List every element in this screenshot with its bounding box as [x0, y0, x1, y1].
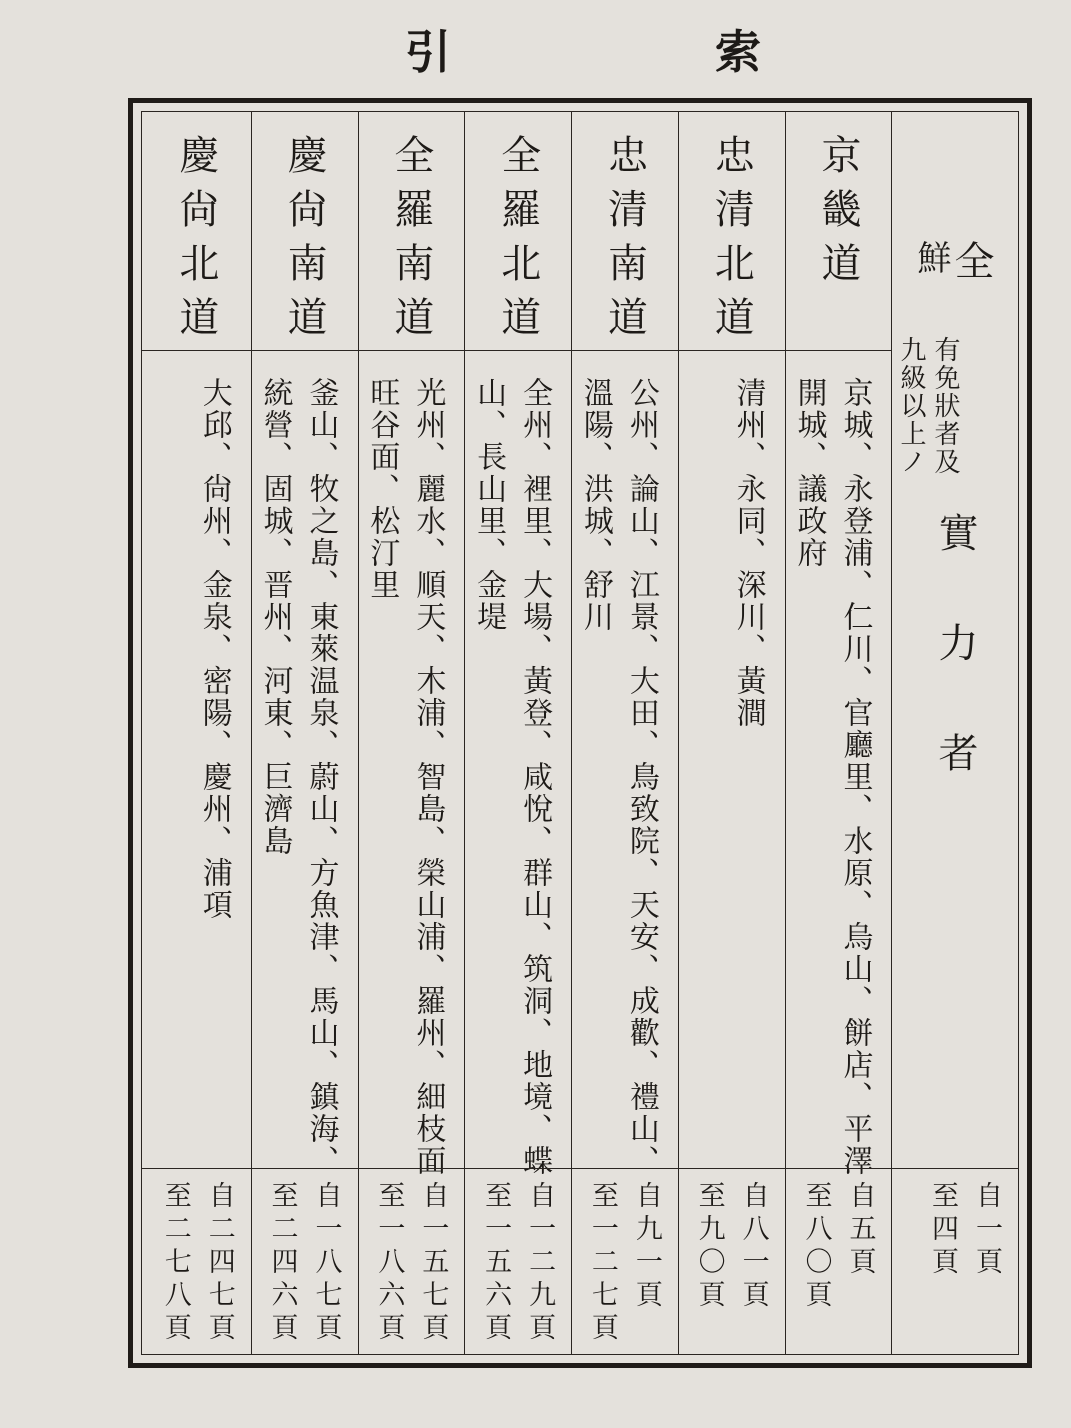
title-char-right: 索 — [715, 25, 761, 79]
page-range-cell — [786, 1168, 892, 1354]
region-name: 忠清南道 — [601, 134, 648, 350]
range-to: 至一八六頁 — [373, 1181, 405, 1346]
page-range-cell — [359, 1168, 465, 1354]
page-range-cell — [572, 1168, 678, 1354]
region-name: 京畿道 — [815, 134, 862, 296]
range-to: 至八〇頁 — [800, 1181, 832, 1313]
place-list: 釜山、牧之島、東萊温泉、蔚山、方魚津、馬山、鎮海、統營、固城、晋州、河東、巨濟島 — [257, 377, 339, 1177]
range-to: 至二四六頁 — [266, 1181, 298, 1346]
column-region — [785, 112, 892, 1354]
range-to: 至二七八頁 — [159, 1181, 191, 1346]
region-cell — [786, 112, 892, 351]
page-range-cell — [465, 1168, 571, 1354]
region-name: 忠清北道 — [708, 134, 755, 350]
range-from: 自一二九頁 — [524, 1181, 556, 1346]
range-from: 自九一頁 — [630, 1181, 662, 1313]
page-range-cell — [679, 1168, 785, 1354]
region-cell — [359, 112, 465, 351]
overview-subtitle-2: 九級以上ノ — [896, 336, 926, 476]
overview-subtitle-1: 有免狀者及 — [930, 336, 960, 476]
overview-heading: 實力者 — [932, 512, 978, 842]
column-region — [464, 112, 571, 1354]
page-title — [0, 22, 1071, 82]
range-from: 自一頁 — [971, 1181, 1002, 1280]
range-to: 至一二七頁 — [586, 1181, 618, 1346]
page-range-cell — [252, 1168, 358, 1354]
region-cell — [572, 112, 678, 351]
column-overview — [891, 112, 1018, 1354]
range-from: 自五頁 — [844, 1181, 876, 1280]
range-from: 自二四七頁 — [203, 1181, 235, 1346]
column-region — [358, 112, 465, 1354]
place-list: 大邱、尙州、金泉、密陽、慶州、浦項 — [196, 377, 232, 921]
region-name: 慶尙北道 — [172, 134, 219, 350]
range-to: 至一五六頁 — [480, 1181, 512, 1346]
page-range-cell — [142, 1168, 251, 1354]
place-list: 公州、論山、江景、大田、鳥致院、天安、成歡、禮山、溫陽、洪城、舒川 — [577, 377, 659, 1177]
column-region — [251, 112, 358, 1354]
index-frame — [128, 98, 1032, 1368]
index-table — [141, 111, 1019, 1355]
range-to: 至四頁 — [927, 1181, 958, 1280]
range-from: 自一五七頁 — [417, 1181, 449, 1346]
column-region — [142, 112, 251, 1354]
range-from: 自一八七頁 — [310, 1181, 342, 1346]
region-cell — [252, 112, 358, 351]
place-list: 全州、裡里、大場、黃登、咸悅、群山、筑洞、地境、蝶山、長山里、金堤 — [471, 377, 553, 1177]
region-name: 慶尙南道 — [281, 134, 328, 350]
column-region — [678, 112, 785, 1354]
region-cell — [142, 112, 251, 351]
place-list: 清州、永同、深川、黃澗 — [730, 377, 766, 729]
range-from: 自八一頁 — [737, 1181, 769, 1313]
place-list: 京城、永登浦、仁川、官廳里、水原、烏山、餅店、平澤開城、議政府 — [791, 377, 873, 1177]
region-name: 全羅北道 — [494, 134, 541, 350]
region-name: 全羅南道 — [387, 134, 434, 350]
region-cell — [465, 112, 571, 351]
page-range-cell — [892, 1168, 1018, 1354]
overview-label-big: 全 — [948, 240, 994, 290]
column-region — [571, 112, 678, 1354]
region-cell — [679, 112, 785, 351]
place-list: 光州、麗水、順天、木浦、智島、榮山浦、羅州、細枝面旺谷面、松汀里 — [364, 377, 446, 1177]
title-char-left: 引 — [405, 25, 451, 79]
overview-label-small: 鮮 — [911, 240, 951, 284]
range-to: 至九〇頁 — [693, 1181, 725, 1313]
